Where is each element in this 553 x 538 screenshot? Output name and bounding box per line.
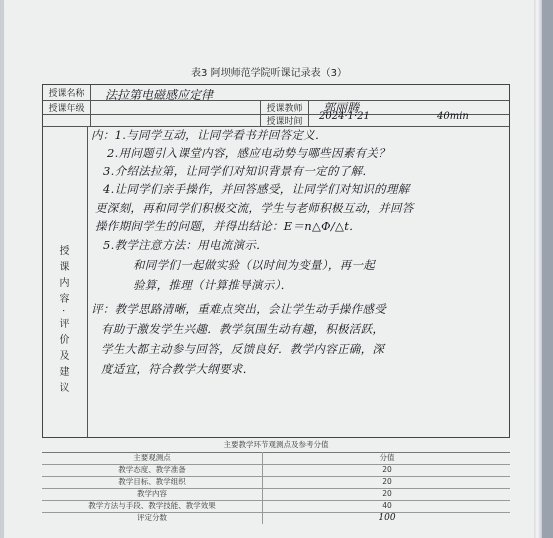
blank-cell-a bbox=[43, 115, 91, 126]
class-value-cell bbox=[91, 101, 261, 114]
date-value: 2024·1·21 bbox=[319, 111, 370, 122]
course-name-value: 法拉第电磁感应定律 bbox=[105, 88, 214, 102]
content-line-9: 验算，推理（计算推导演示）． bbox=[133, 278, 293, 292]
content-line-3: 3.介绍法拉第，让同学们对知识背景有一定的了解． bbox=[103, 164, 375, 178]
content-line-5: 更深刻，再和同学们积极交流，学生与老师积极互动，并回答 bbox=[95, 201, 414, 215]
notebook-page bbox=[4, 0, 534, 538]
lecture-record-form bbox=[42, 84, 510, 438]
eval-line-4: 度适宜，符合教学大纲要求． bbox=[101, 362, 255, 376]
time-label: 授课时间 bbox=[261, 115, 309, 126]
content-line-2: 2.用问题引入课堂内容，感应电动势与哪些因素有关？ bbox=[107, 146, 390, 160]
table-cell: 评定分数 bbox=[137, 513, 167, 522]
table-cell: 20 bbox=[262, 476, 511, 488]
header-row-3 bbox=[43, 111, 509, 127]
table-cell: 教学态度、教学准备 bbox=[118, 465, 186, 474]
scoring-table bbox=[42, 438, 510, 538]
teacher-label: 授课教师 bbox=[261, 101, 309, 114]
form-caption: 表3 阿坝师范学院听课记录表（3） bbox=[191, 68, 347, 79]
table-header-observation: 主要观测点 bbox=[133, 453, 171, 462]
course-name-cell bbox=[91, 85, 509, 100]
blank-cell-b bbox=[91, 115, 261, 126]
content-line-8: 和同学们一起做实验（以时间为变量），再一起 bbox=[133, 258, 376, 272]
eval-line-1: 评：教学思路清晰，重难点突出，会让学生动手操作感受 bbox=[91, 302, 386, 316]
scoring-table-title: 主要教学环节观测点及参考分值 bbox=[42, 438, 510, 453]
duration-value: 40min bbox=[437, 111, 469, 122]
sidebar-column bbox=[43, 127, 88, 437]
table-row bbox=[42, 512, 510, 524]
eval-line-3: 学生大都主动参与回答，反馈良好．教学内容正确，深 bbox=[101, 342, 385, 356]
header-row-1 bbox=[43, 85, 509, 101]
table-cell: 20 bbox=[262, 488, 511, 500]
content-line-7: 5.教学注意方法：用电流演示． bbox=[103, 238, 268, 252]
sidebar-label: 授课内容·评价及建议 bbox=[57, 245, 68, 399]
time-value-cell bbox=[309, 111, 509, 126]
class-label: 授课年级 bbox=[43, 101, 91, 114]
course-name-label: 授课名称 bbox=[43, 85, 91, 100]
eval-line-2: 有助于激发学生兴趣．教学氛围生动有趣，积极活跃， bbox=[101, 322, 385, 336]
teacher-value: 郭丽腾 bbox=[323, 101, 360, 115]
content-line-4: 4.让同学们亲手操作，并回答感受，让同学们对知识的理解 bbox=[103, 182, 410, 196]
table-cell: 100 bbox=[262, 512, 511, 524]
table-cell: 40 bbox=[262, 500, 511, 512]
table-cell: 20 bbox=[262, 464, 511, 476]
page-edge bbox=[534, 0, 542, 538]
table-header-score: 分值 bbox=[262, 452, 511, 464]
table-cell: 教学内容 bbox=[137, 489, 167, 498]
table-cell: 教学目标、教学组织 bbox=[118, 477, 186, 486]
content-line-6: 操作期间学生的问题，并得出结论：E＝n△Φ/△t． bbox=[95, 219, 361, 233]
content-line-1: 内：1.与同学互动，让同学看书并回答定义． bbox=[91, 128, 327, 142]
table-cell: 教学方法与手段、教学技能、教学效果 bbox=[88, 501, 216, 510]
